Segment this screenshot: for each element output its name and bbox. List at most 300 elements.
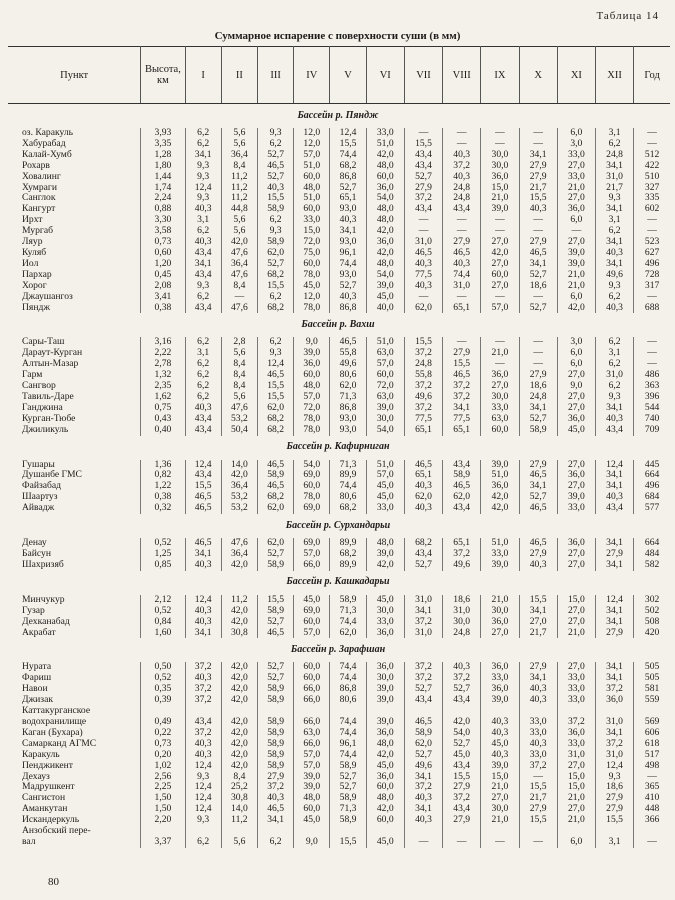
table-cell: 15,5: [519, 595, 557, 606]
table-row: [8, 595, 670, 606]
table-row: [8, 617, 670, 628]
station-name: Денау: [8, 538, 141, 549]
table-cell: 6,2: [595, 139, 633, 150]
table-row: [8, 492, 670, 503]
table-cell: 37,2: [404, 673, 442, 684]
table-cell: 0,43: [141, 414, 185, 425]
table-cell: 93,0: [330, 425, 366, 436]
table-cell: 57,0: [294, 750, 330, 761]
table-cell: 42,0: [481, 248, 519, 259]
table-cell: 581: [644, 684, 660, 695]
table-cell: 484: [644, 549, 660, 559]
table-cell: 3,35: [141, 139, 185, 150]
station-name: Байсун: [8, 549, 141, 560]
table-cell: 27,9: [519, 237, 557, 248]
table-cell: [404, 706, 442, 717]
station-name: Самарканд АГМС: [8, 739, 141, 750]
table-cell: 0,52: [141, 673, 185, 684]
table-cell: 58,9: [330, 815, 366, 826]
table-cell: 33,0: [294, 215, 330, 226]
table-cell: 45,0: [481, 739, 519, 750]
table-cell: 42,0: [557, 303, 595, 314]
table-cell: 36,0: [557, 204, 595, 215]
table-cell: —: [443, 292, 481, 303]
table-cell: —: [481, 226, 519, 237]
table-cell: 302: [644, 594, 660, 605]
table-cell: —: [404, 128, 442, 139]
table-cell: 517: [644, 749, 660, 760]
table-cell: 37,2: [557, 717, 595, 728]
table-cell: 688: [644, 302, 660, 313]
table-cell: 6,2: [258, 215, 294, 226]
table-row: [8, 193, 670, 204]
table-cell: 48,0: [294, 793, 330, 804]
table-cell: 31,0: [595, 717, 633, 728]
table-cell: 40,3: [481, 717, 519, 728]
table-cell: 15,5: [258, 281, 294, 292]
table-cell: 27,9: [258, 772, 294, 783]
table-cell: 27,9: [595, 793, 633, 804]
table-cell: [366, 706, 404, 717]
table-cell: 43,4: [185, 470, 221, 481]
station-name: Сары-Таш: [8, 337, 141, 348]
table-cell: 15,5: [330, 837, 366, 848]
table-cell: 18,6: [519, 381, 557, 392]
table-cell: 58,9: [330, 793, 366, 804]
table-cell: 37,2: [443, 381, 481, 392]
station-name: Каттакурганское: [8, 706, 141, 717]
station-name: Мадрушкент: [8, 782, 141, 793]
table-cell: 39,0: [294, 782, 330, 793]
table-cell: 3,1: [595, 128, 633, 139]
table-row: [8, 560, 670, 571]
table-cell: 40,3: [185, 739, 221, 750]
table-cell: 39,0: [557, 259, 595, 270]
table-cell: 49,6: [404, 392, 442, 403]
table-cell: 74,4: [443, 270, 481, 281]
table-cell: 58,9: [258, 684, 294, 695]
table-cell: 40,3: [185, 606, 221, 617]
table-cell: 9,3: [185, 815, 221, 826]
station-name: Навои: [8, 684, 141, 695]
table-cell: 36,0: [557, 538, 595, 549]
table-cell: 498: [644, 760, 660, 771]
table-cell: 9,3: [595, 193, 633, 204]
table-row: [8, 739, 670, 750]
table-cell: 40,3: [443, 662, 481, 673]
station-name: Пенджикент: [8, 761, 141, 772]
table-cell: 45,0: [366, 292, 404, 303]
table-cell: —: [647, 771, 657, 782]
table-cell: 9,3: [258, 128, 294, 139]
station-name: Куляб: [8, 248, 141, 259]
table-cell: 96,1: [330, 248, 366, 259]
table-cell: 47,6: [221, 303, 257, 314]
table-cell: 6,2: [595, 226, 633, 237]
table-cell: 69,0: [294, 470, 330, 481]
basin-heading-row: [8, 436, 670, 460]
table-cell: 36,4: [221, 150, 257, 161]
table-cell: 33,0: [557, 684, 595, 695]
table-cell: 6,0: [557, 215, 595, 226]
table-cell: 27,0: [557, 481, 595, 492]
table-cell: 21,0: [557, 815, 595, 826]
table-cell: 51,0: [366, 337, 404, 348]
table-cell: 396: [644, 391, 660, 402]
table-cell: 62,0: [330, 381, 366, 392]
table-cell: 42,0: [366, 804, 404, 815]
table-cell: 93,0: [330, 270, 366, 281]
table-cell: 74,4: [330, 662, 366, 673]
table-cell: 0,88: [141, 204, 185, 215]
table-row: [8, 503, 670, 514]
basin-heading-row: [8, 104, 670, 129]
table-cell: 40,3: [258, 793, 294, 804]
table-cell: 27,0: [557, 549, 595, 560]
station-name: оз. Каракуль: [8, 128, 141, 139]
table-cell: [404, 826, 442, 837]
table-cell: 0,73: [141, 739, 185, 750]
table-cell: 37,2: [443, 549, 481, 560]
table-cell: 3,30: [141, 215, 185, 226]
table-cell: —: [481, 215, 519, 226]
table-cell: [330, 706, 366, 717]
table-cell: 0,32: [141, 503, 185, 514]
table-cell: 34,1: [595, 617, 633, 628]
table-cell: 27,0: [557, 403, 595, 414]
table-cell: 27,0: [557, 606, 595, 617]
table-row: [8, 150, 670, 161]
table-row: [8, 460, 670, 471]
table-cell: —: [519, 359, 557, 370]
table-cell: 40,3: [443, 172, 481, 183]
table-cell: —: [519, 292, 557, 303]
table-cell: 18,6: [443, 595, 481, 606]
table-cell: 72,0: [294, 403, 330, 414]
table-cell: 6,2: [185, 370, 221, 381]
table-cell: 42,0: [443, 717, 481, 728]
table-cell: 11,2: [221, 595, 257, 606]
basin-heading: Бассейн р. Зарафшан: [290, 643, 386, 655]
table-cell: —: [647, 359, 657, 370]
table-cell: 31,0: [404, 595, 442, 606]
table-cell: [634, 826, 670, 837]
table-cell: 709: [644, 424, 660, 435]
table-cell: 15,0: [557, 595, 595, 606]
table-cell: 77,5: [404, 414, 442, 425]
table-cell: 40,3: [519, 739, 557, 750]
table-row: [8, 606, 670, 617]
station-name: Ховалинг: [8, 172, 141, 183]
table-cell: 53,2: [221, 414, 257, 425]
table-cell: 33,0: [519, 750, 557, 761]
table-cell: 36,0: [481, 662, 519, 673]
table-cell: 52,7: [519, 492, 557, 503]
table-row: [8, 782, 670, 793]
table-cell: 1,36: [141, 460, 185, 471]
table-cell: 45,0: [294, 595, 330, 606]
table-row: [8, 248, 670, 259]
table-cell: 0,60: [141, 248, 185, 259]
table-cell: 6,2: [258, 139, 294, 150]
table-cell: 74,4: [330, 717, 366, 728]
table-cell: 420: [644, 627, 660, 638]
table-cell: 66,0: [294, 560, 330, 571]
table-cell: 34,1: [185, 549, 221, 560]
table-cell: 58,9: [258, 761, 294, 772]
table-cell: 62,0: [404, 303, 442, 314]
table-cell: 52,7: [404, 684, 442, 695]
table-row: [8, 292, 670, 303]
table-cell: 42,0: [221, 470, 257, 481]
table-cell: [258, 706, 294, 717]
table-cell: 0,39: [141, 695, 185, 706]
table-cell: 62,0: [404, 492, 442, 503]
table-cell: 40,3: [330, 292, 366, 303]
table-cell: 58,9: [404, 728, 442, 739]
table-cell: 40,3: [404, 259, 442, 270]
table-cell: 58,9: [258, 560, 294, 571]
table-cell: 24,8: [404, 359, 442, 370]
table-cell: 34,1: [519, 673, 557, 684]
station-name: Каракуль: [8, 750, 141, 761]
station-name: Тавиль-Даре: [8, 392, 141, 403]
table-cell: 3,1: [185, 348, 221, 359]
table-cell: 52,7: [258, 259, 294, 270]
table-cell: 0,38: [141, 303, 185, 314]
table-cell: —: [404, 837, 442, 848]
table-cell: 40,3: [519, 695, 557, 706]
table-cell: 317: [644, 280, 660, 291]
station-name: Рохарв: [8, 161, 141, 172]
table-cell: 37,2: [443, 793, 481, 804]
column-header: Пункт: [8, 47, 141, 104]
table-cell: 52,7: [330, 782, 366, 793]
station-name: Джизак: [8, 695, 141, 706]
table-cell: 9,3: [185, 772, 221, 783]
table-cell: 55,8: [330, 348, 366, 359]
table-cell: 27,0: [557, 237, 595, 248]
table-cell: 5,6: [221, 348, 257, 359]
table-cell: —: [443, 337, 481, 348]
table-row: [8, 481, 670, 492]
table-cell: 36,0: [366, 628, 404, 639]
station-name: Джиликуль: [8, 425, 141, 436]
table-cell: 34,1: [443, 403, 481, 414]
table-cell: 15,5: [519, 193, 557, 204]
table-cell: 15,5: [258, 193, 294, 204]
table-cell: 1,50: [141, 804, 185, 815]
table-cell: 27,9: [443, 237, 481, 248]
table-cell: 45,0: [294, 281, 330, 292]
table-cell: 60,0: [294, 481, 330, 492]
table-cell: 80,6: [330, 370, 366, 381]
table-cell: 510: [644, 171, 660, 182]
table-cell: 40,3: [519, 560, 557, 571]
table-cell: 5,6: [221, 837, 257, 848]
table-cell: 37,2: [404, 403, 442, 414]
station-name: Искандеркуль: [8, 815, 141, 826]
table-cell: 58,9: [443, 470, 481, 481]
table-cell: 63,0: [294, 728, 330, 739]
table-cell: 6,2: [185, 226, 221, 237]
table-cell: 335: [644, 193, 660, 204]
table-cell: 30,0: [366, 673, 404, 684]
table-cell: 40,3: [404, 281, 442, 292]
table-row: [8, 204, 670, 215]
table-cell: 54,0: [443, 728, 481, 739]
table-cell: 728: [644, 269, 660, 280]
table-cell: 36,0: [481, 172, 519, 183]
table-cell: —: [481, 359, 519, 370]
table-cell: 36,0: [366, 237, 404, 248]
station-name: вал: [8, 837, 141, 848]
station-name: Хабурабад: [8, 139, 141, 150]
table-cell: 684: [644, 492, 660, 503]
table-cell: 12,0: [294, 128, 330, 139]
table-cell: 12,4: [185, 804, 221, 815]
table-cell: 89,9: [330, 560, 366, 571]
table-cell: 577: [644, 503, 660, 514]
table-cell: 33,0: [557, 673, 595, 684]
table-cell: 9,3: [258, 226, 294, 237]
table-cell: 52,7: [443, 684, 481, 695]
table-cell: 410: [644, 793, 660, 804]
table-cell: 52,7: [404, 750, 442, 761]
station-name: Джаушангоз: [8, 292, 141, 303]
table-cell: 43,4: [404, 161, 442, 172]
table-cell: 24,8: [443, 628, 481, 639]
column-header: Высота, км: [141, 47, 185, 104]
table-cell: 42,0: [221, 728, 257, 739]
table-cell: 36,4: [221, 481, 257, 492]
table-cell: 12,4: [595, 761, 633, 772]
table-cell: 15,5: [258, 381, 294, 392]
table-cell: 6,2: [185, 128, 221, 139]
table-cell: 68,2: [330, 161, 366, 172]
table-cell: 43,4: [443, 804, 481, 815]
table-cell: 52,7: [330, 281, 366, 292]
table-cell: 49,6: [595, 270, 633, 281]
table-cell: 445: [644, 459, 660, 470]
table-cell: 66,0: [294, 739, 330, 750]
table-cell: 44,8: [221, 204, 257, 215]
table-cell: 0,20: [141, 750, 185, 761]
table-cell: 3,93: [141, 128, 185, 139]
table-cell: 6,2: [595, 381, 633, 392]
table-cell: 51,0: [366, 139, 404, 150]
table-cell: —: [647, 226, 657, 237]
table-cell: 1,74: [141, 183, 185, 194]
table-cell: 33,0: [366, 617, 404, 628]
column-header: I: [185, 47, 221, 104]
table-cell: 30,0: [481, 161, 519, 172]
table-cell: —: [443, 215, 481, 226]
station-name: Фариш: [8, 673, 141, 684]
table-cell: [634, 706, 670, 717]
table-row: [8, 128, 670, 139]
table-cell: 1,44: [141, 172, 185, 183]
table-cell: 40,3: [595, 414, 633, 425]
table-cell: 5,6: [221, 226, 257, 237]
table-cell: 366: [644, 815, 660, 826]
table-cell: 14,0: [221, 804, 257, 815]
table-cell: 25,2: [221, 782, 257, 793]
table-cell: 2,25: [141, 782, 185, 793]
table-cell: 12,4: [185, 761, 221, 772]
table-row: [8, 662, 670, 673]
table-cell: 58,9: [330, 761, 366, 772]
table-cell: 27,0: [481, 381, 519, 392]
table-cell: 27,9: [519, 460, 557, 471]
table-cell: 12,4: [258, 359, 294, 370]
table-cell: 5,6: [221, 392, 257, 403]
table-cell: 50,4: [221, 425, 257, 436]
station-name: Хорог: [8, 281, 141, 292]
table-cell: 42,0: [221, 750, 257, 761]
table-cell: 34,1: [519, 606, 557, 617]
station-name: Иол: [8, 259, 141, 270]
table-cell: 46,5: [443, 248, 481, 259]
table-row: [8, 695, 670, 706]
table-cell: 55,8: [404, 370, 442, 381]
table-cell: 75,0: [294, 248, 330, 259]
table-cell: [519, 706, 557, 717]
table-cell: 40,0: [366, 303, 404, 314]
table-cell: 68,2: [330, 549, 366, 560]
table-cell: 34,1: [595, 560, 633, 571]
table-cell: 27,0: [481, 237, 519, 248]
table-cell: 2,24: [141, 193, 185, 204]
table-cell: 52,7: [443, 739, 481, 750]
column-header: V: [330, 47, 366, 104]
table-cell: 37,2: [443, 673, 481, 684]
table-row: [8, 337, 670, 348]
table-cell: 43,4: [595, 425, 633, 436]
table-cell: 42,0: [366, 226, 404, 237]
table-cell: 8,4: [221, 772, 257, 783]
table-cell: 39,0: [481, 204, 519, 215]
table-cell: —: [404, 292, 442, 303]
table-cell: —: [519, 215, 557, 226]
table-cell: 9,3: [185, 161, 221, 172]
table-cell: 52,7: [519, 270, 557, 281]
station-name: Мургаб: [8, 226, 141, 237]
table-cell: [557, 706, 595, 717]
table-row: [8, 425, 670, 436]
table-cell: 60,0: [294, 370, 330, 381]
table-cell: 37,2: [404, 782, 442, 793]
table-cell: 65,1: [330, 193, 366, 204]
table-cell: 40,3: [519, 684, 557, 695]
station-name: Дехауз: [8, 772, 141, 783]
table-cell: 2,8: [221, 337, 257, 348]
table-cell: 27,9: [595, 804, 633, 815]
table-cell: 74,4: [330, 673, 366, 684]
basin-heading: Бассейн р. Кафирниган: [286, 441, 390, 453]
table-cell: 34,1: [330, 226, 366, 237]
station-name: Сангвор: [8, 381, 141, 392]
table-cell: 8,4: [221, 381, 257, 392]
table-cell: —: [404, 215, 442, 226]
table-cell: —: [481, 337, 519, 348]
table-cell: 57,0: [294, 150, 330, 161]
table-row: [8, 549, 670, 560]
station-name: Дехканабад: [8, 617, 141, 628]
station-name: Кангурт: [8, 204, 141, 215]
table-cell: 40,3: [185, 403, 221, 414]
table-row: [8, 815, 670, 826]
